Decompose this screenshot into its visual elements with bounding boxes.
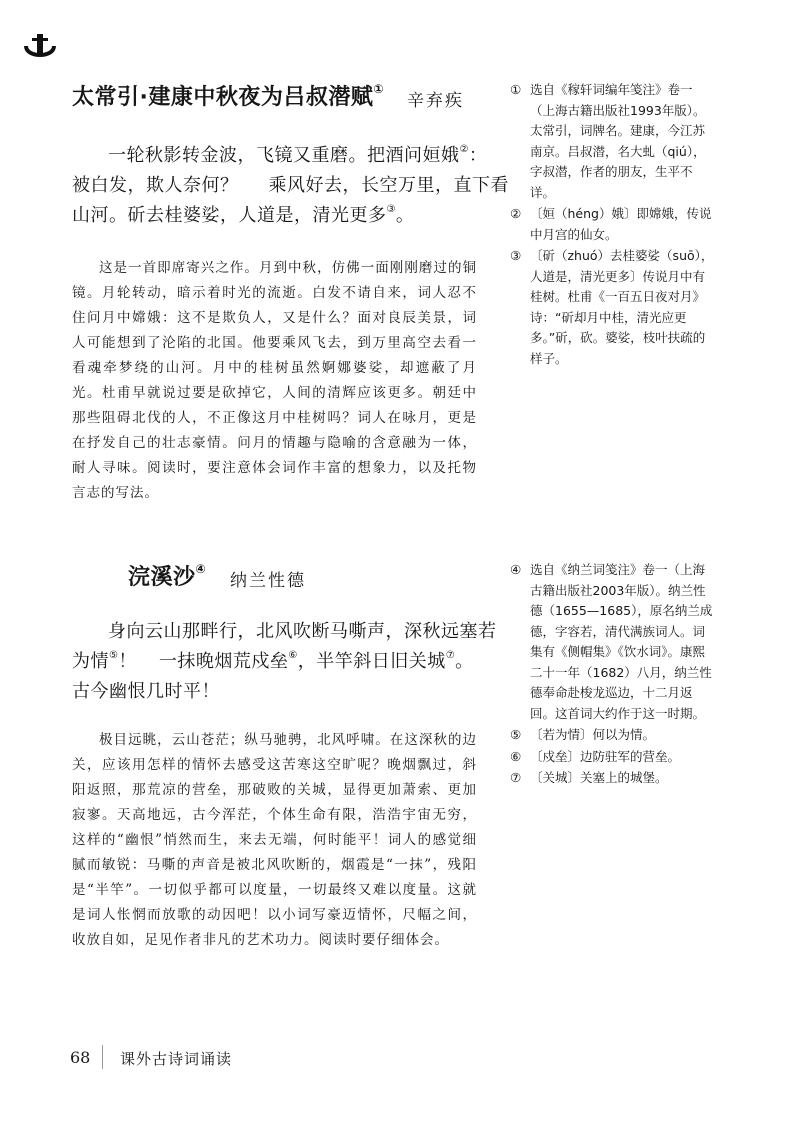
footnote-marker: ⑥ (288, 650, 298, 662)
footnote-marker: ⑤ (109, 650, 119, 662)
footnote-marker: ② (459, 144, 469, 156)
footnote-item: ⑥ 〔戍垒〕边防驻军的营垒。 (510, 748, 681, 764)
poem-line: 被白发，欺人奈何？ 乘风好去，长空万里，直下看 (72, 175, 509, 196)
poem1-notes (510, 80, 715, 370)
footnote-item: ① 选自《稼轩词编年笺注》卷一（上海古籍出版社1993年版）。太常引，词牌名。建康，今江苏南京。吕叔潜，名大虬（qiú），字叔潜，作者的朋友，生平不详。 (510, 82, 706, 200)
footnote-item: ⑤ 〔若为情〕何以为情。 (510, 727, 656, 742)
footnote-item: ③ 〔斫（zhuó）去桂婆娑（suō），人道是，清光更多〕传说月中有桂树。杜甫《一百五日夜对月》诗：“斫却月中桂，清光应更多。”斫，砍。婆娑，枝叶扶疏的样子。 (510, 248, 714, 366)
footnote-marker: ① (373, 82, 385, 97)
poem2-text (72, 617, 497, 707)
poem2-commentary: 极目远眺，云山苍茫；纵马驰骋，北风呼啸。在这深秋的边关，应该用怎样的情怀去感受这苦寒这空旷呢？晚烟飘过，斜阳返照，那荒凉的营垒，那破败的关城，显得更加萧索、更加寂寥。天高地远，古今浑茫，个体生命有限，浩浩宇宙无穷，这样的“幽恨”悄然而生，来去无端，何时能平！词人的感觉细腻而敏锐：马嘶的声音是被北风吹断的，烟霞是“一抹”，残阳是“半竿”。一切似乎都可以度量，一切最终又难以度量。这就是词人怅惘而放歌的动因吧！以小词写豪迈情怀，尺幅之间，收放自如，足见作者非凡的艺术功力。阅读时要仔细体会。 (72, 732, 477, 948)
footnote-item: ② 〔姮（héng）娥〕即嫦娥，传说中月宫的仙女。 (510, 206, 712, 242)
poem-line: 身向云山那畔行，北风吹断马嘶声，深秋远塞若 (108, 621, 497, 642)
poem-line: 为情⑤！ 一抹晚烟荒戍垒⑥，半竿斜日旧关城⑦。 (72, 650, 474, 672)
poem1-commentary: 这是一首即席寄兴之作。月到中秋，仿佛一面刚刚磨过的铜镜。月轮转动，暗示着时光的流逝。白发不请自来，词人忍不住问月中嫦娥：这不是欺负人，又是什么？面对良辰美景，词人可能想到了沦陷的北国。他要乘风飞去，到万里高空去看一看魂牵梦绕的山河。月中的桂树虽然婀娜婆娑，却遮蔽了月光。杜甫早就说过要是砍掉它，人间的清辉应该更多。朝廷中那些阻碍北伐的人，不正像这月中桂树吗？词人在咏月，更是在抒发自己的壮志豪情。问月的情趣与隐喻的含意融为一体，耐人寻味。阅读时，要注意体会词作丰富的想象力，以及托物言志的写法。 (72, 260, 477, 501)
poem-line: 山河。斫去桂婆娑，人道是，清光更多③。 (72, 204, 415, 226)
footnote-item: ⑦ 〔关城〕关塞上的城堡。 (510, 770, 668, 785)
footnote-marker: ⑦ (445, 650, 456, 662)
page-number: 68 (70, 1048, 91, 1067)
footnote-marker: ④ (195, 562, 207, 577)
poem2-notes (510, 560, 715, 790)
poem1-text (72, 141, 509, 231)
poem1-author: 辛弃疾 (407, 91, 464, 111)
book-title: 课外古诗词诵读 (120, 1050, 233, 1068)
publisher-logo-icon (22, 32, 58, 62)
footnote-item: ④ 选自《纳兰词笺注》卷一（上海古籍出版社2003年版）。纳兰性德（1655—1685），原名纳兰成德，字容若，清代满族词人。词集有《侧帽集》《饮水词》。康熙二十一年（1682）八月，纳兰性德奉命赴梭龙巡边，十二月返回。这首词大约作于这一时期。 (510, 562, 713, 721)
poem-line: 一轮秋影转金波，飞镜又重磨。把酒问姮娥②： (108, 144, 488, 166)
poem1-title: 太常引·建康中秋夜为吕叔潜赋① (72, 82, 385, 110)
footnote-marker: ③ (386, 204, 396, 216)
poem2-title: 浣溪沙④ (128, 562, 207, 590)
poem2-author: 纳兰性德 (230, 571, 306, 591)
footer-divider (102, 1045, 103, 1069)
poem-line: 古今幽恨几时平！ (72, 681, 220, 702)
